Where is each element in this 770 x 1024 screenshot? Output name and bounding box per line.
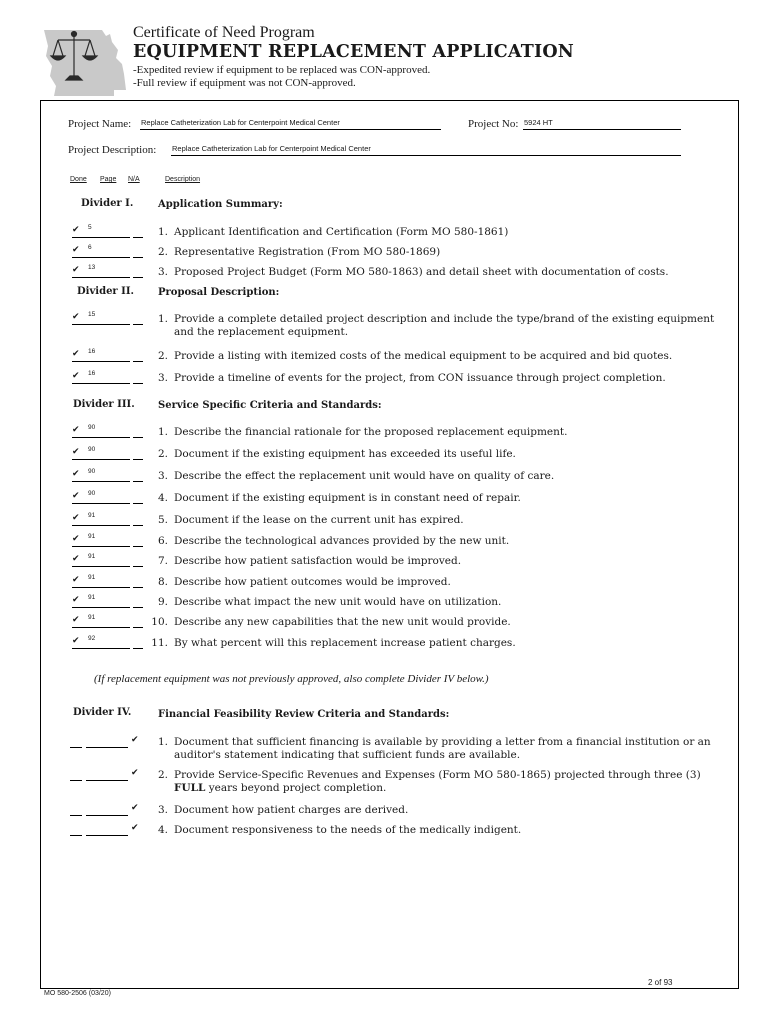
item-description: Provide a timeline of events for the project, from CON issuance through project completion. <box>174 372 666 384</box>
item-description: Applicant Identification and Certification (Form MO 580-1861) <box>174 226 509 238</box>
divider-label: Divider IV. <box>73 707 132 718</box>
na-blank[interactable] <box>133 481 143 482</box>
item-description: Document if the existing equipment has exceeded its useful life. <box>174 448 516 460</box>
check-mark-icon[interactable]: ✔ <box>72 469 80 479</box>
check-mark-icon[interactable]: ✔ <box>72 554 80 564</box>
page-number: 90 <box>88 490 96 497</box>
done-page-blank[interactable] <box>72 481 130 482</box>
done-page-blank[interactable] <box>72 277 130 278</box>
done-blank[interactable] <box>70 780 82 781</box>
na-blank[interactable] <box>133 627 143 628</box>
checklist-row <box>0 512 770 530</box>
item-number: 2. <box>157 350 168 362</box>
item-description: Describe the effect the replacement unit would have on quality of care. <box>174 470 555 482</box>
item-number: 2. <box>157 448 168 460</box>
project-description-field[interactable]: Replace Catheterization Lab for Centerpoint Medical Center <box>171 145 681 156</box>
item-number: 8. <box>157 576 168 588</box>
checklist-row <box>0 348 770 366</box>
na-blank[interactable] <box>133 587 143 588</box>
checklist-row <box>0 735 770 761</box>
item-number: 4. <box>157 824 168 836</box>
item-description: Document how patient charges are derived. <box>174 804 409 816</box>
item-number: 7. <box>157 555 168 567</box>
item-description: Describe how patient outcomes would be improved. <box>174 576 451 588</box>
section-heading: Service Specific Criteria and Standards: <box>158 400 382 411</box>
page-number: 6 <box>88 244 92 251</box>
item-description: Describe how patient satisfaction would be improved. <box>174 555 462 567</box>
page-number: 91 <box>88 533 96 540</box>
na-blank[interactable] <box>133 607 143 608</box>
done-page-blank[interactable] <box>72 648 130 649</box>
na-blank[interactable] <box>133 503 143 504</box>
item-number: 1. <box>157 426 168 438</box>
item-number: 6. <box>157 535 168 547</box>
item-description: Describe the technological advances provided by the new unit. <box>174 535 510 547</box>
item-number: 5. <box>157 514 168 526</box>
item-number: 3. <box>157 266 168 278</box>
done-page-blank[interactable] <box>72 525 130 526</box>
page-blank[interactable] <box>86 747 128 748</box>
column-header-na: N/A <box>128 176 140 183</box>
checklist-row <box>0 490 770 508</box>
checklist-row <box>0 533 770 551</box>
item-description: Describe what impact the new unit would have on utilization. <box>174 596 502 608</box>
item-description: Representative Registration (From MO 580-1869) <box>174 246 441 258</box>
item-description: Describe any new capabilities that the new unit would provide. <box>174 616 511 628</box>
divider-label: Divider I. <box>81 198 134 209</box>
item-description: Document if the lease on the current unit has expired. <box>174 514 464 526</box>
item-description: Document responsiveness to the needs of the medically indigent. <box>174 824 522 836</box>
na-blank[interactable] <box>133 546 143 547</box>
item-description: By what percent will this replacement increase patient charges. <box>174 637 516 649</box>
checklist-row <box>0 264 770 282</box>
page-number: 91 <box>88 553 96 560</box>
checklist-row <box>0 468 770 486</box>
project-no-label: Project No: <box>468 118 519 130</box>
checklist-row <box>0 614 770 632</box>
section-heading: Financial Feasibility Review Criteria and Standards: <box>158 709 450 720</box>
item-number: 9. <box>157 596 168 608</box>
form-id: MO 580-2506 (03/20) <box>44 990 111 997</box>
done-page-blank[interactable] <box>72 324 130 325</box>
page-number: 91 <box>88 614 96 621</box>
na-blank[interactable] <box>133 361 143 362</box>
check-mark-icon[interactable]: ✔ <box>72 513 80 523</box>
item-description: Provide a complete detailed project description and include the type/brand of the existing equipment and the replacement equipment. <box>174 313 715 338</box>
page-number: 90 <box>88 424 96 431</box>
check-mark-icon[interactable]: ✔ <box>131 768 139 778</box>
done-page-blank[interactable] <box>72 237 130 238</box>
item-number: 1. <box>157 313 168 325</box>
page-number: 5 <box>88 224 92 231</box>
page-number: 90 <box>88 468 96 475</box>
done-page-blank[interactable] <box>72 257 130 258</box>
done-blank[interactable] <box>70 815 82 816</box>
item-description: Document that sufficient financing is available by providing a letter from a financial institution or an auditor's statement indicating that sufficient funds are available. <box>174 736 711 761</box>
check-mark-icon[interactable]: ✔ <box>72 447 80 457</box>
check-mark-icon[interactable]: ✔ <box>72 575 80 585</box>
item-number: 1. <box>157 736 168 748</box>
divider-iv-instruction: (If replacement equipment was not previously approved, also complete Divider IV below.) <box>94 673 489 685</box>
done-page-blank[interactable] <box>72 607 130 608</box>
item-number: 4. <box>157 492 168 504</box>
checklist-row <box>0 594 770 612</box>
page-number: 13 <box>88 264 96 271</box>
item-description: Provide Service-Specific Revenues and Expenses (Form MO 580-1865) projected through three (3) FULL years beyond project completion. <box>174 769 701 794</box>
program-name: Certificate of Need Program <box>133 24 315 41</box>
checklist-row <box>0 370 770 388</box>
divider-label: Divider II. <box>77 286 135 297</box>
check-mark-icon[interactable]: ✔ <box>131 823 139 833</box>
check-mark-icon[interactable]: ✔ <box>72 312 80 322</box>
check-mark-icon[interactable]: ✔ <box>72 349 80 359</box>
checklist-row <box>0 768 770 794</box>
column-header-page: Page <box>100 176 117 183</box>
page-blank[interactable] <box>86 815 128 816</box>
application-title: EQUIPMENT REPLACEMENT APPLICATION <box>133 42 575 62</box>
done-page-blank[interactable] <box>72 437 130 438</box>
na-blank[interactable] <box>133 237 143 238</box>
done-page-blank[interactable] <box>72 383 130 384</box>
checklist-row <box>0 424 770 442</box>
page-number: 16 <box>88 370 96 377</box>
page-number: 91 <box>88 512 96 519</box>
column-header-description: Description <box>165 176 201 183</box>
item-number: 10. <box>151 616 168 628</box>
na-blank[interactable] <box>133 648 143 649</box>
project-no-field[interactable]: 5924 HT <box>523 119 681 130</box>
check-mark-icon[interactable]: ✔ <box>72 491 80 501</box>
na-blank[interactable] <box>133 437 143 438</box>
checklist-row <box>0 635 770 653</box>
checklist-row <box>0 823 770 840</box>
checklist-row <box>0 803 770 820</box>
check-mark-icon[interactable]: ✔ <box>72 615 80 625</box>
page-number: 15 <box>88 311 96 318</box>
item-description: Provide a listing with itemized costs of the medical equipment to be acquired and bid quotes. <box>174 350 673 362</box>
checklist-row <box>0 224 770 242</box>
section-heading: Application Summary: <box>158 199 283 210</box>
na-blank[interactable] <box>133 257 143 258</box>
done-blank[interactable] <box>70 747 82 748</box>
item-number: 3. <box>157 470 168 482</box>
divider-label: Divider III. <box>73 399 135 410</box>
page-number: 91 <box>88 594 96 601</box>
item-number: 2. <box>157 769 168 781</box>
page-number: 16 <box>88 348 96 355</box>
check-mark-icon[interactable]: ✔ <box>72 225 80 235</box>
done-blank[interactable] <box>70 835 82 836</box>
check-mark-icon[interactable]: ✔ <box>131 803 139 813</box>
checklist-row <box>0 574 770 592</box>
project-name-label: Project Name: <box>68 118 132 130</box>
item-number: 1. <box>157 226 168 238</box>
page-count: 2 of 93 <box>648 978 673 987</box>
checklist-row <box>0 446 770 464</box>
page-blank[interactable] <box>86 835 128 836</box>
done-page-blank[interactable] <box>72 566 130 567</box>
item-number: 3. <box>157 804 168 816</box>
page-blank[interactable] <box>86 780 128 781</box>
page-number: 91 <box>88 574 96 581</box>
na-blank[interactable] <box>133 525 143 526</box>
checklist-row <box>0 553 770 571</box>
page-number: 90 <box>88 446 96 453</box>
page-number: 92 <box>88 635 96 642</box>
check-mark-icon[interactable]: ✔ <box>72 636 80 646</box>
done-page-blank[interactable] <box>72 587 130 588</box>
item-number: 3. <box>157 372 168 384</box>
column-header-done: Done <box>70 176 87 183</box>
check-mark-icon[interactable]: ✔ <box>72 425 80 435</box>
done-page-blank[interactable] <box>72 503 130 504</box>
checklist-row <box>0 244 770 262</box>
item-number: 2. <box>157 246 168 258</box>
check-mark-icon[interactable]: ✔ <box>72 371 80 381</box>
na-blank[interactable] <box>133 383 143 384</box>
done-page-blank[interactable] <box>72 361 130 362</box>
na-blank[interactable] <box>133 277 143 278</box>
project-description-label: Project Description: <box>68 144 157 156</box>
na-blank[interactable] <box>133 324 143 325</box>
done-page-blank[interactable] <box>72 546 130 547</box>
na-blank[interactable] <box>133 566 143 567</box>
item-number: 11. <box>151 637 168 649</box>
na-blank[interactable] <box>133 459 143 460</box>
check-mark-icon[interactable]: ✔ <box>131 735 139 745</box>
check-mark-icon[interactable]: ✔ <box>72 265 80 275</box>
check-mark-icon[interactable]: ✔ <box>72 245 80 255</box>
done-page-blank[interactable] <box>72 627 130 628</box>
check-mark-icon[interactable]: ✔ <box>72 595 80 605</box>
missouri-state-seal-scales-icon <box>40 24 130 100</box>
check-mark-icon[interactable]: ✔ <box>72 534 80 544</box>
section-heading: Proposal Description: <box>158 287 280 298</box>
item-description: Document if the existing equipment is in constant need of repair. <box>174 492 521 504</box>
checklist-row <box>0 311 770 338</box>
item-description: Describe the financial rationale for the proposed replacement equipment. <box>174 426 568 438</box>
project-name-field[interactable]: Replace Catheterization Lab for Centerpoint Medical Center <box>140 119 441 130</box>
review-note-full: -Full review if equipment was not CON-approved. <box>133 77 356 89</box>
done-page-blank[interactable] <box>72 459 130 460</box>
item-description: Proposed Project Budget (Form MO 580-1863) and detail sheet with documentation of costs. <box>174 266 669 278</box>
review-note-expedited: -Expedited review if equipment to be replaced was CON-approved. <box>133 64 431 76</box>
